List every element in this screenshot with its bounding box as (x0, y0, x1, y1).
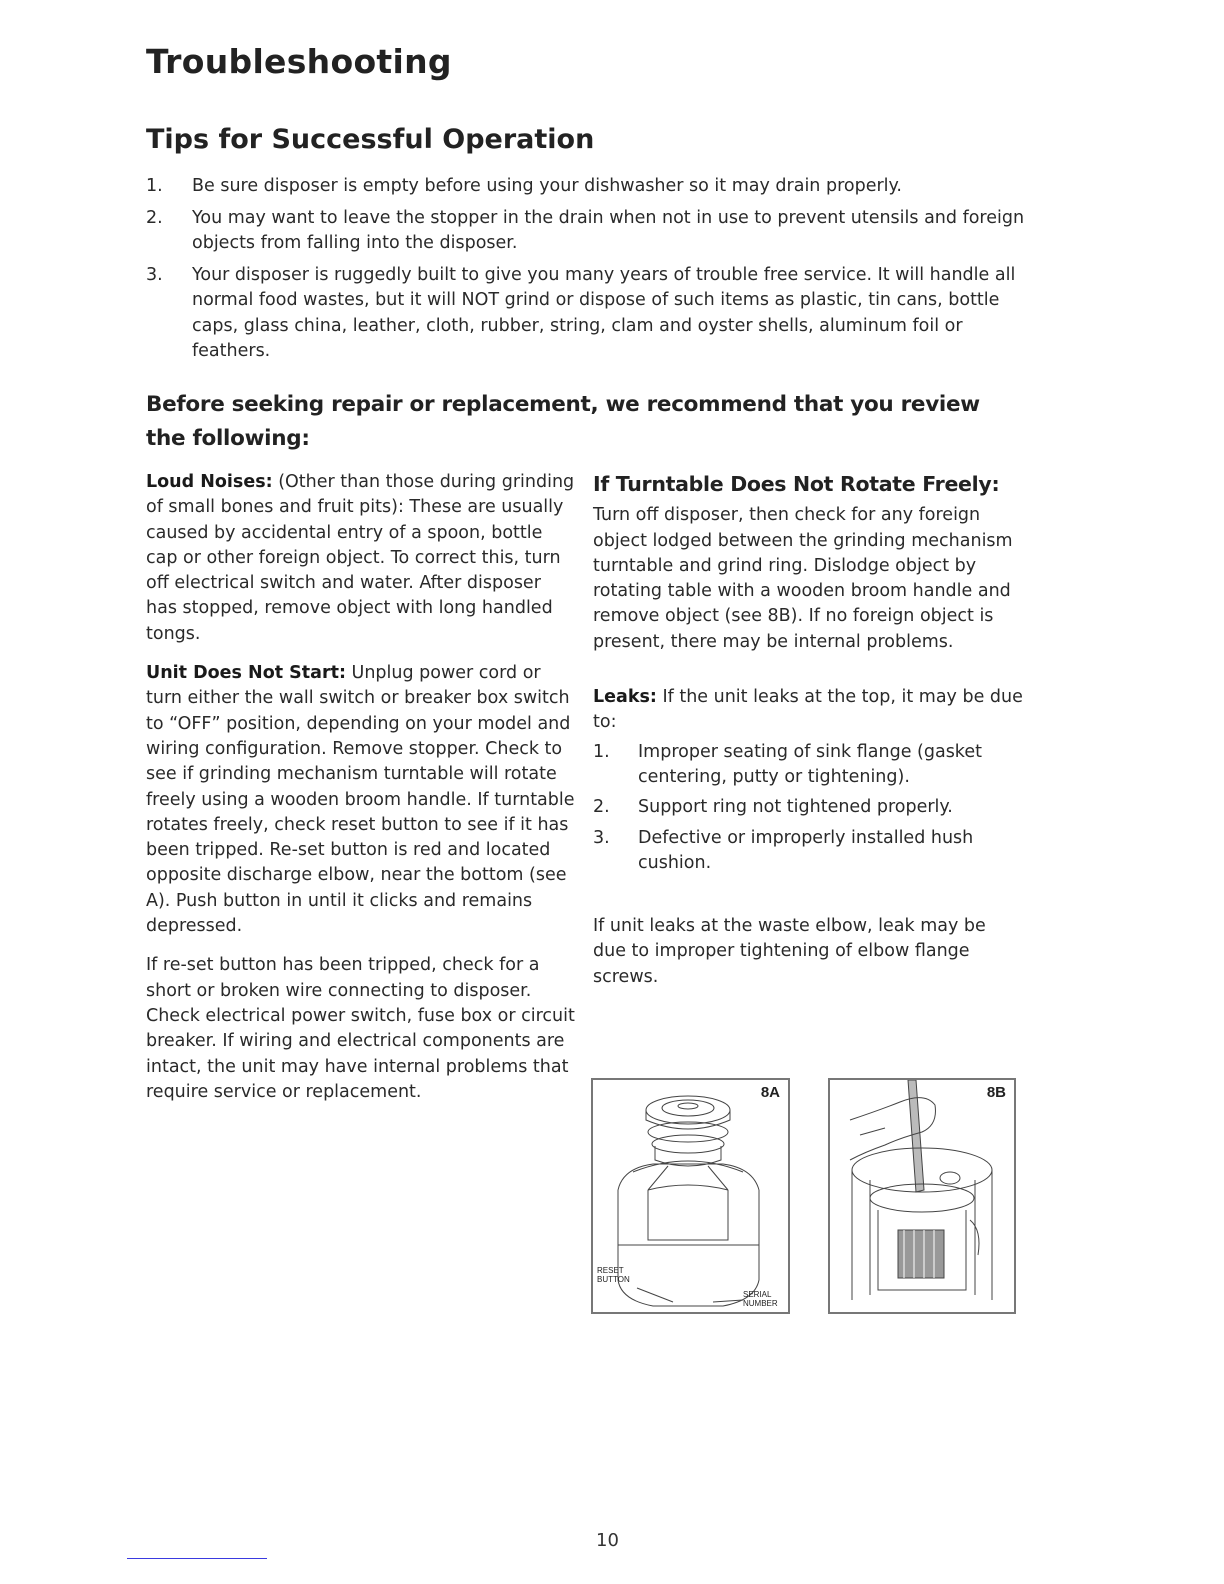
leak-cause-text: Defective or improperly installed hush cushion. (638, 827, 974, 873)
serial-number-callout: SERIAL NUMBER (743, 1290, 778, 1308)
unit-does-not-start-text: Unplug power cord or turn either the wall switch or breaker box switch to “OFF” position, depending on your model and wiring configuration. Remove stopper. Check to see if grinding mechanism turntable will rotate freely using a wooden broom handle. If turntable rotates freely, check reset button to see if it has been tripped. Re-set button is red and located opposite discharge elbow, near the bottom (see A). Push button in until it clicks and remains depressed. (146, 663, 575, 937)
turntable-heading: If Turntable Does Not Rotate Freely: (593, 472, 1000, 496)
leaks-list (593, 740, 1023, 876)
loud-noises-text: (Other than those during grinding of small bones and fruit pits): These are usually caused by accidental entry of a spoon, bottle cap or other foreign object. To correct this, turn off electrical switch and water. After disposer has stopped, remove object with long handled tongs. (146, 472, 575, 644)
page-number: 10 (596, 1530, 619, 1551)
tip-item (146, 206, 1026, 257)
reset-button-callout: RESET BUTTON (597, 1266, 630, 1284)
leak-cause-item (593, 795, 1023, 820)
tip-item (146, 174, 1026, 200)
leaks-paragraph (593, 685, 1023, 736)
leaks-text: If the unit leaks at the top, it may be due to: (593, 687, 1023, 733)
figure-8b-label: 8B (986, 1084, 1006, 1101)
loud-noises-lead: Loud Noises: (146, 472, 273, 492)
tip-number: 1. (146, 176, 163, 196)
leak-cause-item (593, 826, 1023, 877)
leak-cause-text: Support ring not tightened properly. (638, 797, 953, 818)
footer-link-rule (127, 1558, 267, 1559)
unit-does-not-start-paragraph (146, 661, 576, 939)
tip-text: You may want to leave the stopper in the drain when not in use to prevent utensils and foreign objects from falling into the disposer. (192, 207, 1025, 253)
figure-8a-label: 8A (760, 1084, 780, 1101)
leak-cause-number: 1. (593, 741, 610, 762)
leak-cause-number: 2. (593, 797, 610, 818)
unit-does-not-start-lead: Unit Does Not Start: (146, 663, 346, 684)
page-title: Troubleshooting (146, 42, 452, 81)
turntable-paragraph: Turn off disposer, then check for any foreign object lodged between the grinding mechanism turntable and grind ring. Dislodge object by rotating table with a wooden broom handle and remove object (see 8B). If no foreign object is present, there may be internal problems. (593, 505, 1013, 652)
tips-list (146, 174, 1026, 371)
tip-text: Be sure disposer is empty before using your dishwasher so it may drain properly. (192, 176, 902, 196)
leak-cause-item (593, 740, 1023, 791)
tip-number: 2. (146, 207, 163, 228)
left-column (146, 470, 576, 1119)
tip-text: Your disposer is ruggedly built to give you many years of trouble free service. It will handle all normal food wastes, but it will NOT grind or dispose of such items as plastic, tin cans, bottle caps, glass china, leather, cloth, rubber, string, clam and oyster shells, aluminum foil or feathers. (192, 264, 1016, 361)
leaks-lead: Leaks: (593, 687, 657, 708)
tips-heading: Tips for Successful Operation (146, 124, 595, 155)
figure-8b (828, 1078, 1016, 1314)
tip-item (146, 263, 1026, 365)
tip-number: 3. (146, 264, 163, 285)
reset-tripped-paragraph: If re-set button has been tripped, check for a short or broken wire connecting to disposer. Check electrical power switch, fuse box or circuit breaker. If wiring and electrical components are intact, the unit may have internal problems that require service or replacement. (146, 955, 575, 1102)
waste-elbow-paragraph: If unit leaks at the waste elbow, leak may be due to improper tightening of elbow flange screws. (593, 916, 986, 987)
right-column (593, 472, 1023, 1004)
leak-cause-text: Improper seating of sink flange (gasket centering, putty or tightening). (638, 741, 982, 787)
loud-noises-paragraph (146, 470, 576, 647)
broom-handle-turntable-icon (830, 1080, 1014, 1312)
figure-8a (591, 1078, 790, 1314)
review-heading: Before seeking repair or replacement, we recommend that you review the following: (146, 392, 980, 451)
leak-cause-number: 3. (593, 827, 610, 848)
